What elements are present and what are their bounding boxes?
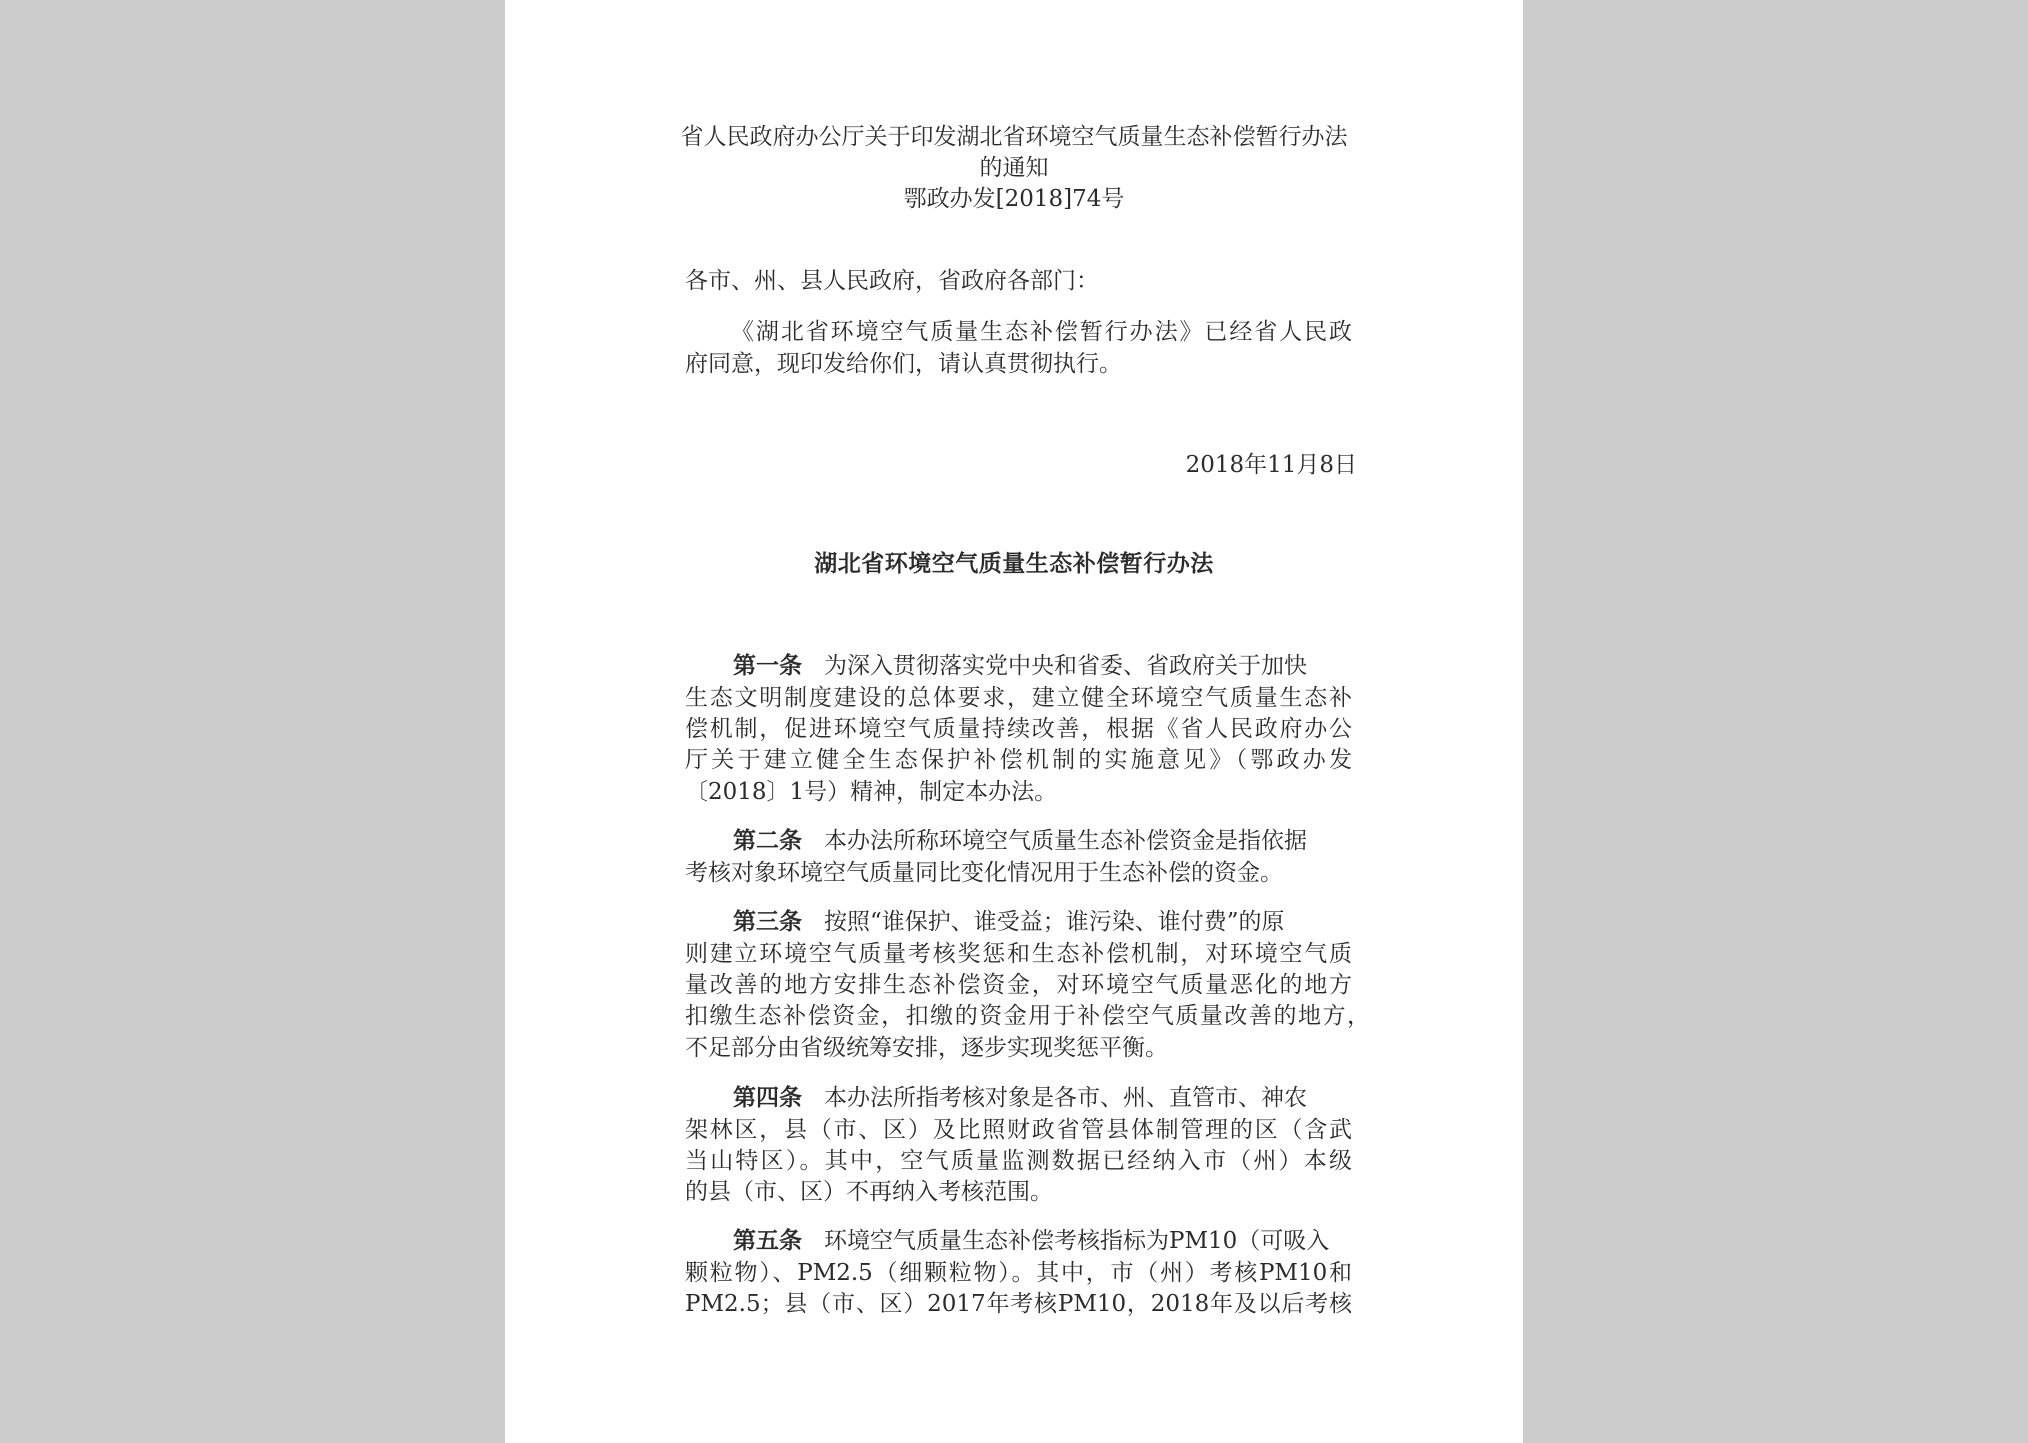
notice-body-line2: 府同意，现印发给你们，请认真贯彻执行。	[685, 351, 1122, 377]
notice-body-line1: 《湖北省环境空气质量生态补偿暂行办法》已经省人民政	[731, 319, 1352, 345]
article-3-line4: 扣缴生态补偿资金，扣缴的资金用于补偿空气质量改善的地方，	[685, 1003, 1370, 1029]
addressee: 各市、州、县人民政府，省政府各部门：	[685, 268, 1099, 294]
article-3-line5: 不足部分由省级统筹安排，逐步实现奖惩平衡。	[685, 1035, 1168, 1061]
article-5-line1: 第五条 环境空气质量生态补偿考核指标为PM10（可吸入	[733, 1227, 1330, 1254]
doc-number: 鄂政办发[2018]74号	[903, 186, 1125, 212]
article-4-line3: 当山特区）。其中，空气质量监测数据已经纳入市（州）本级	[685, 1148, 1352, 1174]
notice-title-line1: 省人民政府办公厅关于印发湖北省环境空气质量生态补偿暂行办法	[680, 124, 1348, 150]
article-5-line3: PM2.5；县（市、区）2017年考核PM10，2018年及以后考核	[685, 1291, 1352, 1317]
article-3-label: 第三条	[733, 908, 802, 935]
article-3-line1: 第三条 按照“谁保护、谁受益；谁污染、谁付费”的原	[733, 908, 1285, 935]
article-1-line1: 第一条 为深入贯彻落实党中央和省委、省政府关于加快	[733, 652, 1307, 679]
article-4-line2: 架林区，县（市、区）及比照财政省管县体制管理的区（含武	[685, 1117, 1352, 1143]
article-4-label: 第四条	[733, 1084, 802, 1111]
document-page	[505, 0, 1523, 1443]
article-5-line2: 颗粒物）、PM2.5（细颗粒物）。其中，市（州）考核PM10和	[685, 1260, 1352, 1286]
article-1-line5: 〔2018〕1号）精神，制定本办法。	[685, 779, 1058, 805]
article-4-line4: 的县（市、区）不再纳入考核范围。	[685, 1179, 1053, 1205]
article-1-line3: 偿机制，促进环境空气质量持续改善，根据《省人民政府办公	[685, 716, 1352, 742]
notice-title-line2: 的通知	[979, 155, 1049, 181]
article-1-line4: 厅关于建立健全生态保护补偿机制的实施意见》（鄂政办发	[685, 747, 1352, 773]
article-1-line2: 生态文明制度建设的总体要求，建立健全环境空气质量生态补	[685, 685, 1352, 711]
article-4-line1: 第四条 本办法所指考核对象是各市、州、直管市、神农	[733, 1084, 1307, 1111]
article-5-label: 第五条	[733, 1227, 802, 1254]
article-1-label: 第一条	[733, 652, 802, 679]
notice-date: 2018年11月8日	[1185, 452, 1357, 478]
article-3-line3: 量改善的地方安排生态补偿资金，对环境空气质量恶化的地方	[685, 972, 1352, 998]
article-2-label: 第二条	[733, 827, 802, 854]
article-3-line2: 则建立环境空气质量考核奖惩和生态补偿机制，对环境空气质	[685, 941, 1352, 967]
article-2-line2: 考核对象环境空气质量同比变化情况用于生态补偿的资金。	[685, 860, 1283, 886]
article-2-line1: 第二条 本办法所称环境空气质量生态补偿资金是指依据	[733, 827, 1307, 854]
measures-title: 湖北省环境空气质量生态补偿暂行办法	[814, 550, 1214, 577]
